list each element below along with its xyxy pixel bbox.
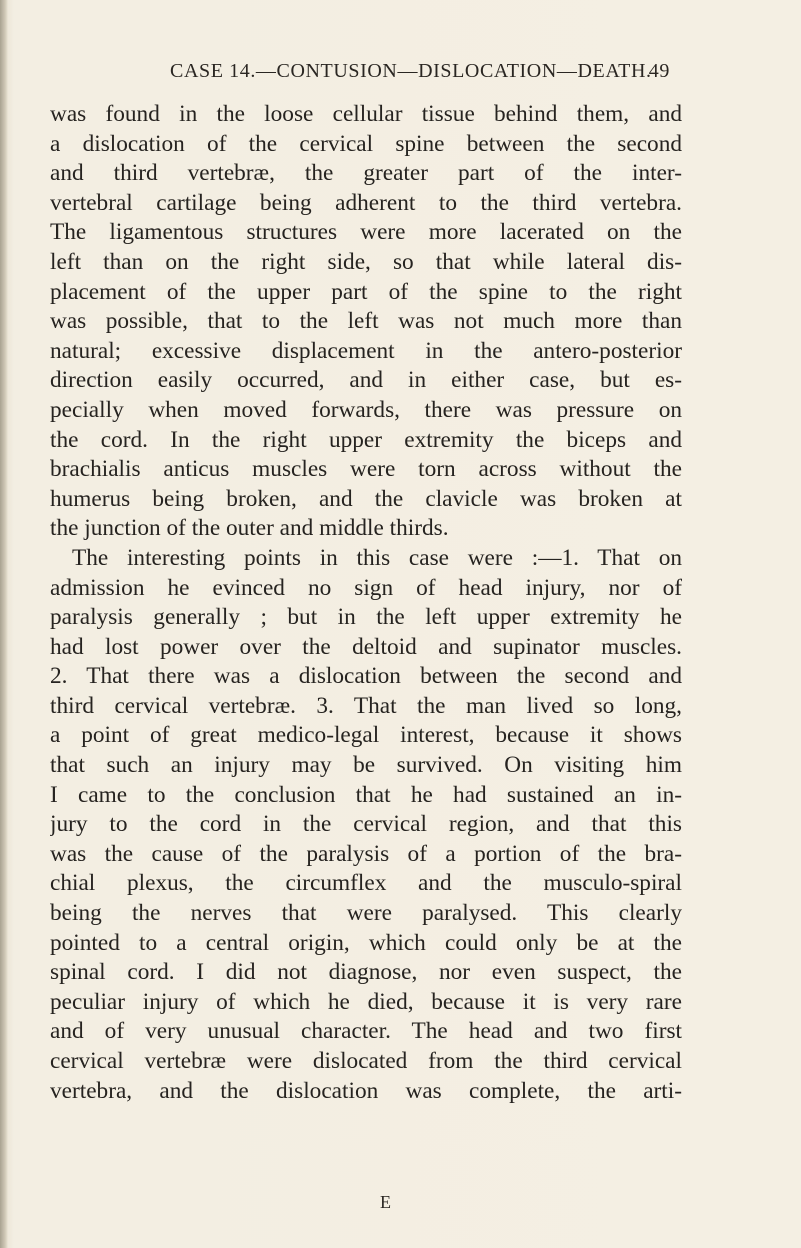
running-header [170, 60, 670, 90]
text-line: chial plexus, the circumflex and the musculo-spiral [50, 870, 682, 897]
text-line: 2. That there was a dislocation between the second and [50, 663, 682, 690]
text-line: peculiar injury of which he died, because it is very rare [50, 988, 682, 1015]
text-line: spinal cord. I did not diagnose, nor even suspect, the [50, 959, 682, 986]
text-line: was the cause of the paralysis of a portion of the bra- [50, 840, 682, 867]
signature-mark: E [380, 1192, 391, 1212]
text-line: that such an injury may be survived. On visiting him [50, 752, 682, 779]
text-line: natural; excessive displacement in the antero-posterior [50, 337, 682, 364]
text-line: and third vertebræ, the greater part of the inter- [50, 160, 682, 187]
text-line: admission he evinced no sign of head injury, nor of [50, 574, 682, 601]
text-line: a point of great medico-legal interest, because it shows [50, 722, 682, 749]
text-line: had lost power over the deltoid and supinator muscles. [50, 633, 682, 660]
body-text [50, 100, 682, 1106]
text-line: the junction of the outer and middle thirds. [50, 515, 449, 542]
text-line: pointed to a central origin, which could only be at the [50, 929, 682, 956]
text-line: left than on the right side, so that while lateral dis- [50, 248, 682, 275]
text-line: pecially when moved forwards, there was pressure on [50, 396, 682, 423]
text-line: was found in the loose cellular tissue behind them, and [50, 101, 682, 127]
running-title: CASE 14.—CONTUSION—DISLOCATION—DEATH. [170, 60, 652, 82]
text-line: The interesting points in this case were :—1. That on [72, 544, 682, 571]
text-line: jury to the cord in the cervical region, and that this [50, 811, 682, 838]
text-line: placement of the upper part of the spine to the right [50, 278, 682, 305]
text-line: direction easily occurred, and in either case, but es- [50, 367, 682, 394]
text-line: paralysis generally ; but in the left upper extremity he [50, 604, 682, 631]
text-line: third cervical vertebræ. 3. That the man lived so long, [50, 692, 682, 719]
text-line: brachialis anticus muscles were torn across without the [50, 456, 682, 483]
text-line: I came to the conclusion that he had sustained an in- [50, 781, 682, 808]
text-line: humerus being broken, and the clavicle was broken at [50, 485, 682, 512]
text-line: cervical vertebræ were dislocated from the third cervical [50, 1048, 682, 1074]
text-line: being the nerves that were paralysed. This clearly [50, 900, 682, 927]
text-line: was possible, that to the left was not much more than [50, 308, 682, 335]
text-line: vertebra, and the dislocation was complete, the arti- [50, 1077, 682, 1104]
text-line: the cord. In the right upper extremity the biceps and [50, 426, 682, 453]
page-binding-edge [0, 0, 8, 1248]
text-line: a dislocation of the cervical spine between the second [50, 130, 682, 157]
text-line: The ligamentous structures were more lacerated on the [50, 219, 682, 246]
text-line: vertebral cartilage being adherent to the third vertebra. [50, 189, 682, 216]
page-number: 49 [648, 60, 670, 82]
text-line: and of very unusual character. The head and two first [50, 1018, 682, 1045]
